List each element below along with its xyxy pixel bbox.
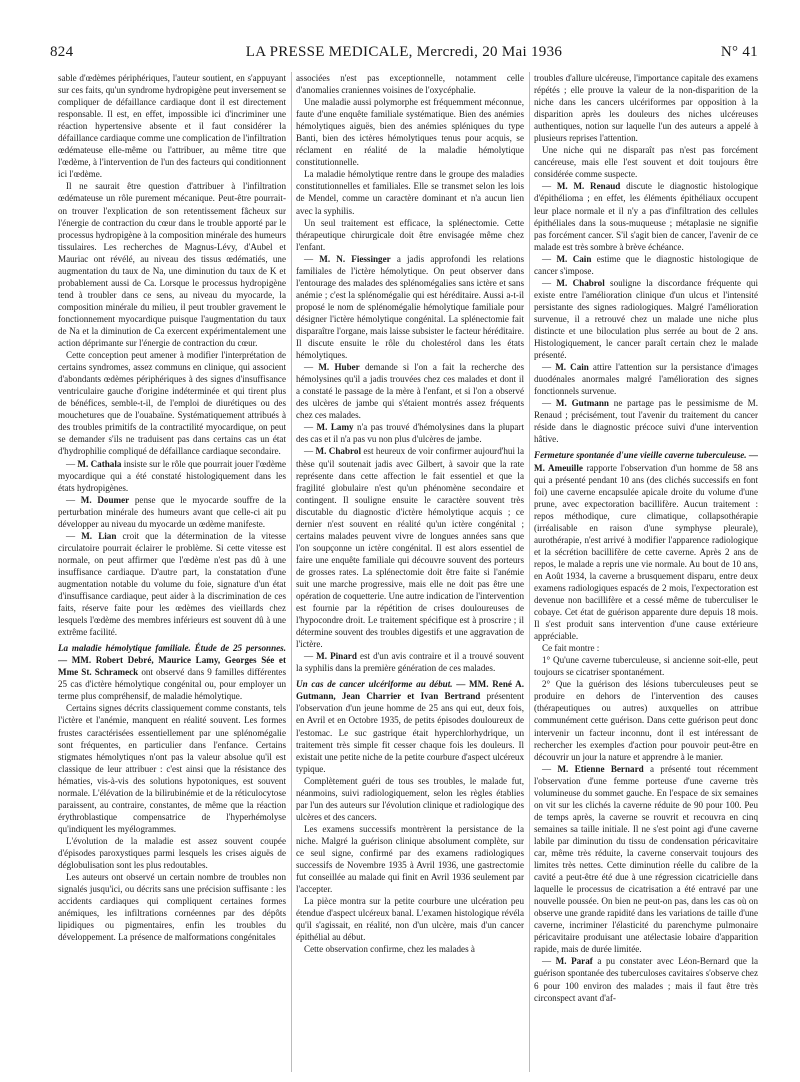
- paragraph: 1° Qu'une caverne tuberculeuse, si ancienne soit-elle, peut toujours se cicatriser spontanément.: [534, 655, 758, 678]
- section-heading: Un cas de cancer ulcériforme au début. — MM. René A. Gutmann, Jean Charrier et Ivan Bertrand présentent l'observation d'un jeune homme de 25 ans qui eut, deux fois, en Avril et en Octobre 1935, de petits épisodes douloureux de l'estomac. Le suc gastrique était hyperchlorhydrique, un traitement très simple fit cesser chaque fois les douleurs. Il existait une petite niche de la petite courbure d'aspect ulcéreux typique.: [296, 679, 524, 774]
- page-number: 824: [50, 44, 74, 60]
- paragraph: — M. Lamy n'a pas trouvé d'hémolysines dans la plupart des cas et il n'a pas vu non plus d'ulcères de jambe.: [296, 422, 524, 445]
- issue-number: N° 41: [720, 44, 758, 60]
- column-1: [58, 72, 286, 1072]
- column-3: [534, 72, 758, 1072]
- paragraph: Une niche qui ne disparaît pas n'est pas forcément cancéreuse, mais elle l'est souvent et doit toujours être considérée comme suspecte.: [534, 145, 758, 180]
- paragraph: Cette observation confirme, chez les malades à: [304, 944, 475, 955]
- paragraph: Une maladie aussi polymorphe est fréquemment méconnue, faute d'une enquête familiale systématique. Bien des anémies hémolytiques aiguës, bien des anémies spléniques du type Banti, bien des ictères hémolytiques tenus pour acquis, se réclament en réalité de la maladie hémolytique constitutionnelle.: [296, 97, 524, 168]
- column-divider: [291, 72, 292, 1072]
- speaker-name: M. Paraf: [555, 956, 593, 967]
- speaker-name: M. Cain: [556, 253, 592, 264]
- paragraph: Il ne saurait être question d'attribuer à l'infiltration œdémateuse un rôle purement mécanique. Peut-être pourrait-on trouver l'explication de son retentissement fâcheux sur l'énergie de contraction du cœur dans le trouble apporté par le processus hydropigène à la composition minérale des humeurs tissulaires. Les recherches de Magnus-Lévy, d'Aubel et Mauriac ont révélé, au niveau des tissus œdématiés, une augmentation du taux de Na, une diminution du taux de K et probablement aussi de Ca. Lorsque le processus hydropigène tend à troubler dans ce sens, au niveau du myocarde, la composition minérale du milieu, il peut troubler gravement le fonctionnement myocardique puisque l'augmentation du taux de Na et la diminution de Ca exercent expérimentalement une action déprimante sur l'énergie de contraction du cœur.: [58, 181, 286, 349]
- speaker-name: M. Lian: [81, 530, 117, 541]
- speaker-name: M. Doumer: [80, 494, 130, 505]
- paragraph: — M. Huber demande si l'on a fait la recherche des hémolysines qu'il a jadis trouvées chez ces malades et dont il a constaté le passage de la mère à l'enfant, et si l'on a observé des ulcères de jambe qui s'étaient montrés assez fréquents chez ces malades.: [296, 362, 524, 421]
- column-2: [296, 72, 524, 1072]
- section-title: Un cas de cancer ulcériforme au début.: [296, 679, 453, 690]
- paragraph: 2° Que la guérison des lésions tuberculeuses peut se produire en dehors de l'intervention des causes (thérapeutiques ou autres) auxquelles on attribue communément cette guérison. Dans cette guérison peut donc intervenir un facteur inconnu, dont il est intéressant de rechercher les exemples d'action pour pouvoir peut-être en découvrir un jour la nature et apprendre à le manier.: [534, 679, 758, 762]
- paragraph: La maladie hémolytique rentre dans le groupe des maladies constitutionnelles et familiales. Elle se transmet selon les lois de Mendel, comme un caractère dominant et n'a aucun lien avec la syphilis.: [296, 169, 524, 216]
- page-header: [50, 44, 758, 62]
- paragraph: Complètement guéri de tous ses troubles, le malade fut, néanmoins, suivi radiologiquement, selon les règles établies par l'un des auteurs sur l'évolution clinique et radiologique des ulcères et des cancers.: [296, 775, 524, 822]
- speaker-name: M. Pinard: [316, 651, 357, 662]
- paragraph: — M. Paraf a pu constater avec Léon-Bernard que la guérison spontanée des tuberculoses cavitaires s'observe chez 6 pour 100 environ des malades ; mais il faut être très circonspect avant d'af-: [534, 956, 758, 1003]
- section-authors: — MM. René A. Gutmann, Jean Charrier et Ivan Bertrand: [296, 679, 524, 702]
- paragraph: troubles d'allure ulcéreuse, l'importance capitale des examens répétés ; elle prouve la valeur de la non-disparition de la niche dans les cancers ulcériformes par opposition à la disparition après les douleurs des niches ulcéreuses authentiques, notion sur laquelle l'un des auteurs a appelé à plusieurs reprises l'attention.: [534, 73, 758, 144]
- article-columns: [58, 72, 758, 1072]
- paragraph: La pièce montra sur la petite courbure une ulcération peu étendue d'aspect ulcéreux banal. L'examen histologique révéla qu'il s'agissait, en réalité, non d'un ulcère, mais d'un cancer épithélial au début.: [296, 896, 524, 943]
- paragraph: — M. Doumer pense que le myocarde souffre de la perturbation minérale des humeurs avant que celle-ci ait pu développer au niveau du myocarde un œdème manifeste.: [58, 494, 286, 529]
- paragraph: — M. N. Fiessinger a jadis approfondi les relations familiales de l'ictère hémolytique. On peut observer dans l'entourage des malades des splénomégalies sans ictère et sans anémie ; c'est la splénomégalie qui est héréditaire. Aussi a-t-il proposé le nom de splénomégalie hémolytique familiale pour désigner l'ictère hémolytique congénital. La splénectomie fait disparaître l'organe, mais laisse subsister le facteur héréditaire. Il discute ensuite le rôle du cholestérol dans les états hémolytiques.: [296, 253, 524, 361]
- column-divider: [529, 72, 530, 1072]
- paragraph: — M. M. Renaud discute le diagnostic histologique d'épithélioma ; en effet, les éléments épithéliaux occupent leur place normale et il n'y a pas d'infiltration des cellules épithéliales dans la sous-muqueuse ; métaplasie ne signifie pas forcément cancer. S'il s'agit bien de cancer, l'avenir de ce malade est très sombre à brève échéance.: [534, 181, 758, 252]
- speaker-name: M. N. Fiessinger: [319, 253, 391, 264]
- paragraph: — M. Cathala insiste sur le rôle que pourrait jouer l'œdème myocardique qui a été constaté histologiquement dans les états hydropigènes.: [58, 458, 286, 493]
- speaker-name: M. Chabrol: [556, 277, 605, 288]
- paragraph: — M. Lian croit que la détermination de la vitesse circulatoire pourrait éclairer le problème. Si cette vitesse est normale, on peut affirmer que l'œdème n'est pas dû à une insuffisance cardiaque. D'autre part, la constatation d'une augmentation notable du volume du foie, signature d'un état d'insuffisance cardiaque, peut aider à la discrimination de ces faits, réserve faite pour les œdèmes des vieillards chez lesquels l'œdème des membres inférieurs est souvent dû à une extrême facilité.: [58, 530, 286, 638]
- speaker-name: M. Huber: [318, 362, 360, 373]
- paragraph: — M. Cain attire l'attention sur la persistance d'images duodénales anormales malgré l'amélioration des signes fonctionnels survenue.: [534, 362, 758, 397]
- paragraph: — M. Chabrol est heureux de voir confirmer aujourd'hui la thèse qu'il soutenait jadis avec Gilbert, à savoir que la rate représente dans cette affection le fait essentiel et que la fragilité globulaire n'est qu'un phénomène secondaire et contingent. Il souligne ensuite le caractère souvent très discutable du diagnostic d'ictère hémolytique acquis ; ce dernier n'est souvent en réalité qu'un ictère congénital ; certains malades peuvent vivre de longues années sans que l'on soupçonne un ictère congénital. Il est alors essentiel de faire une enquête familiale qui découvre souvent des porteurs de grosses rates. La splénectomie doit être faite si l'anémie suit une marche progressive, mais elle ne doit pas être une opération de coquetterie. Une autre indication de l'intervention est fournie par la répétition de crises douloureuses de l'hypocondre droit. Le traitement spécifique est à proscrire ; il détermine souvent des troubles digestifs et une aggravation de l'ictère.: [296, 446, 524, 650]
- paragraph: — M. Gutmann ne partage pas le pessimisme de M. Renaud ; précisément, tout l'avenir du traitement du cancer réside dans le diagnostic précoce suivi d'une intervention hâtive.: [534, 398, 758, 445]
- speaker-name: M. Etienne Bernard: [557, 763, 644, 774]
- speaker-name: M. Cain: [555, 362, 589, 373]
- paragraph: associées n'est pas exceptionnelle, notamment celle d'anomalies craniennes voisines de l'oxycéphalie.: [296, 73, 524, 96]
- paragraph: Les auteurs ont observé un certain nombre de troubles non signalés jusqu'ici, ou décrits sans une précision suffisante : les accidents cardiaques qui compliquent certaines formes anémiques, les infiltrations cornéennes par des dépôts lipidiques ou pigmentaires, enfin les troubles du développement. La présence de malformations congénitales: [58, 872, 286, 943]
- paragraph: — M. Pinard est d'un avis contraire et il a trouvé souvent la syphilis dans la première génération de ces malades.: [296, 651, 524, 674]
- speaker-name: M. Gutmann: [555, 398, 609, 409]
- section-heading: Fermeture spontanée d'une vieille caverne tuberculeuse. — M. Ameuille rapporte l'observation d'un homme de 58 ans qui a présenté pendant 10 ans (des clichés successifs en font foi) une caverne encapsulée apicale droite du volume d'une prune, avec expectoration bacillifère. Aucun traitement : repos méthodique, cure climatique, collapsothérapie (irréalisable en raison d'une symphyse pleurale), aurothérapie, n'est arrivé à modifier l'apparence radiologique et la sécrétion bacillifère de cette caverne. Après 2 ans de repos, le malade a repris une vie normale. Au bout de 10 ans, en Août 1934, la caverne a brusquement disparu, entre deux examens radiologiques espacés de 2 mois, l'expectoration est devenue non bacillifère et a cessé même de tuberculiser le cobaye. Cet état de guérison apparente dure depuis 18 mois. Il s'est produit sans intervention d'une cause extérieure appréciable.: [534, 450, 758, 642]
- paragraph: Cette conception peut amener à modifier l'interprétation de certains syndromes, assez communs en clinique, qui associent d'abondants œdèmes périphériques à des signes d'insuffisance ventriculaire gauche d'origine indéterminée et qui tirent plus de bénéfices, semble-t-il, de l'emploi de diurétiques ou des mouchetures que de l'ouabaïne. Systématiquement attribués à des troubles primitifs de la contractilité myocardique, on peut se demander s'ils ne traduisent pas dans certains cas un état d'hydrophilie compliqué de défaillance cardiaque secondaire.: [58, 350, 286, 457]
- section-authors: — M. Ameuille: [534, 450, 758, 473]
- speaker-name: M. Cathala: [77, 458, 122, 469]
- section-title: Fermeture spontanée d'une vieille caverne tuberculeuse.: [534, 450, 747, 461]
- section-authors: — MM. Robert Debré, Maurice Lamy, Georges Sée et Mme St. Schrameck: [58, 655, 286, 678]
- paragraph: Un seul traitement est efficace, la splénectomie. Cette thérapeutique chirurgicale doit être envisagée même chez l'enfant.: [296, 217, 524, 252]
- section-title: La maladie hémolytique familiale. Étude de 25 personnes.: [58, 643, 286, 654]
- paragraph: L'évolution de la maladie est assez souvent coupée d'épisodes paroxystiques parmi lesquels les crises aiguës de déglobulisation sont les plus redoutables.: [58, 835, 286, 871]
- speaker-name: M. M. Renaud: [556, 181, 621, 192]
- paragraph: sable d'œdèmes périphériques, l'auteur soutient, en s'appuyant sur ces faits, qu'un syndrome hydropigène peut inversement se compliquer de défaillance cardiaque dont il est directement responsable. Il est, en effet, impossible ici d'incriminer une réaction hypertensive absente et il faut considérer la défaillance cardiaque comme une complication de l'infiltration œdémateuse elle-même ou l'attribuer, au même titre que l'œdème, à l'intervention de l'un des facteurs qui conditionnent ici l'œdème.: [58, 73, 286, 180]
- section-heading: La maladie hémolytique familiale. Étude de 25 personnes. — MM. Robert Debré, Maurice Lamy, Georges Sée et Mme St. Schrameck ont observé dans 9 familles différentes 25 cas d'ictère hémolytique congénital ou, pour employer un terme plus compréhensif, de maladie hémolytique.: [58, 643, 286, 702]
- paragraph: Les examens successifs montrèrent la persistance de la niche. Malgré la guérison clinique absolument complète, sur ce seul signe, confirmé par des examens radiologiques successifs de Novembre 1935 à Avril 1936, une gastrectomie fut conseillée au malade qui finit en Avril 1936 seulement par l'accepter.: [296, 823, 524, 895]
- speaker-name: M. Lamy: [316, 422, 354, 433]
- journal-title: LA PRESSE MEDICALE, Mercredi, 20 Mai 1936: [245, 44, 563, 60]
- paragraph: Ce fait montre :: [542, 643, 600, 654]
- paragraph: Certains signes décrits classiquement comme constants, tels l'ictère et l'anémie, manquent en réalité souvent. Les formes frustes caractérisées essentiellement par une splénomégalie sont fréquentes, en particulier dans l'enfance. Certains stigmates hémolytiques n'ont pas la valeur absolue qu'il est classique de leur attribuer : c'est ainsi que la résistance des hématies, vis-à-vis des solutions hypotoniques, est souvent normale. L'élévation de la bilirubinémie et de la réticulocytose paraissent, au contraire, constantes, de même que la réaction érythroblastique compensatrice de l'hyperhémolyse qu'indiquent les myélogrammes.: [58, 703, 286, 834]
- speaker-name: M. Chabrol: [315, 446, 361, 457]
- paragraph: — M. Etienne Bernard a présenté tout récemment l'observation d'une femme porteuse d'une caverne très volumineuse du sommet gauche. En l'espace de six semaines on vit sur les clichés la caverne réduite de 90 pour 100. Peu de temps après, la caverne se rouvrit et recouvra en cinq semaines sa taille initiale. Il ne s'est point agi d'une caverne labile par diminution du tissu de condensation péricavitaire car, même très réduite, la caverne conservait toujours des limites très nettes. Cette diminution réelle du calibre de la cavité a peut-être été due à une régression cicatricielle dans laquelle le processus de cicatrisation a été entravé par une nouvelle poussée. On bien ne peut-on pas, dans les cas où on observe une grande rapidité dans les variations de taille d'une caverne, incriminer l'élasticité du parenchyme pulmonaire péricavitaire produisant une atélectasie lobaire d'apparition rapide, mais de durée limitée.: [534, 763, 758, 955]
- paragraph: — M. Chabrol souligne la discordance fréquente qui existe entre l'amélioration clinique d'un ulcus et l'intensité persistante des signes radiologiques. Malgré l'amélioration survenue, il a retrouvé chez un malade une niche plus distincte et une biloculation plus serrée au bout de 2 ans. Histologiquement, le cancer paraît certain chez le malade présenté.: [534, 277, 758, 361]
- paragraph: — M. Cain estime que le diagnostic histologique de cancer s'impose.: [534, 253, 758, 276]
